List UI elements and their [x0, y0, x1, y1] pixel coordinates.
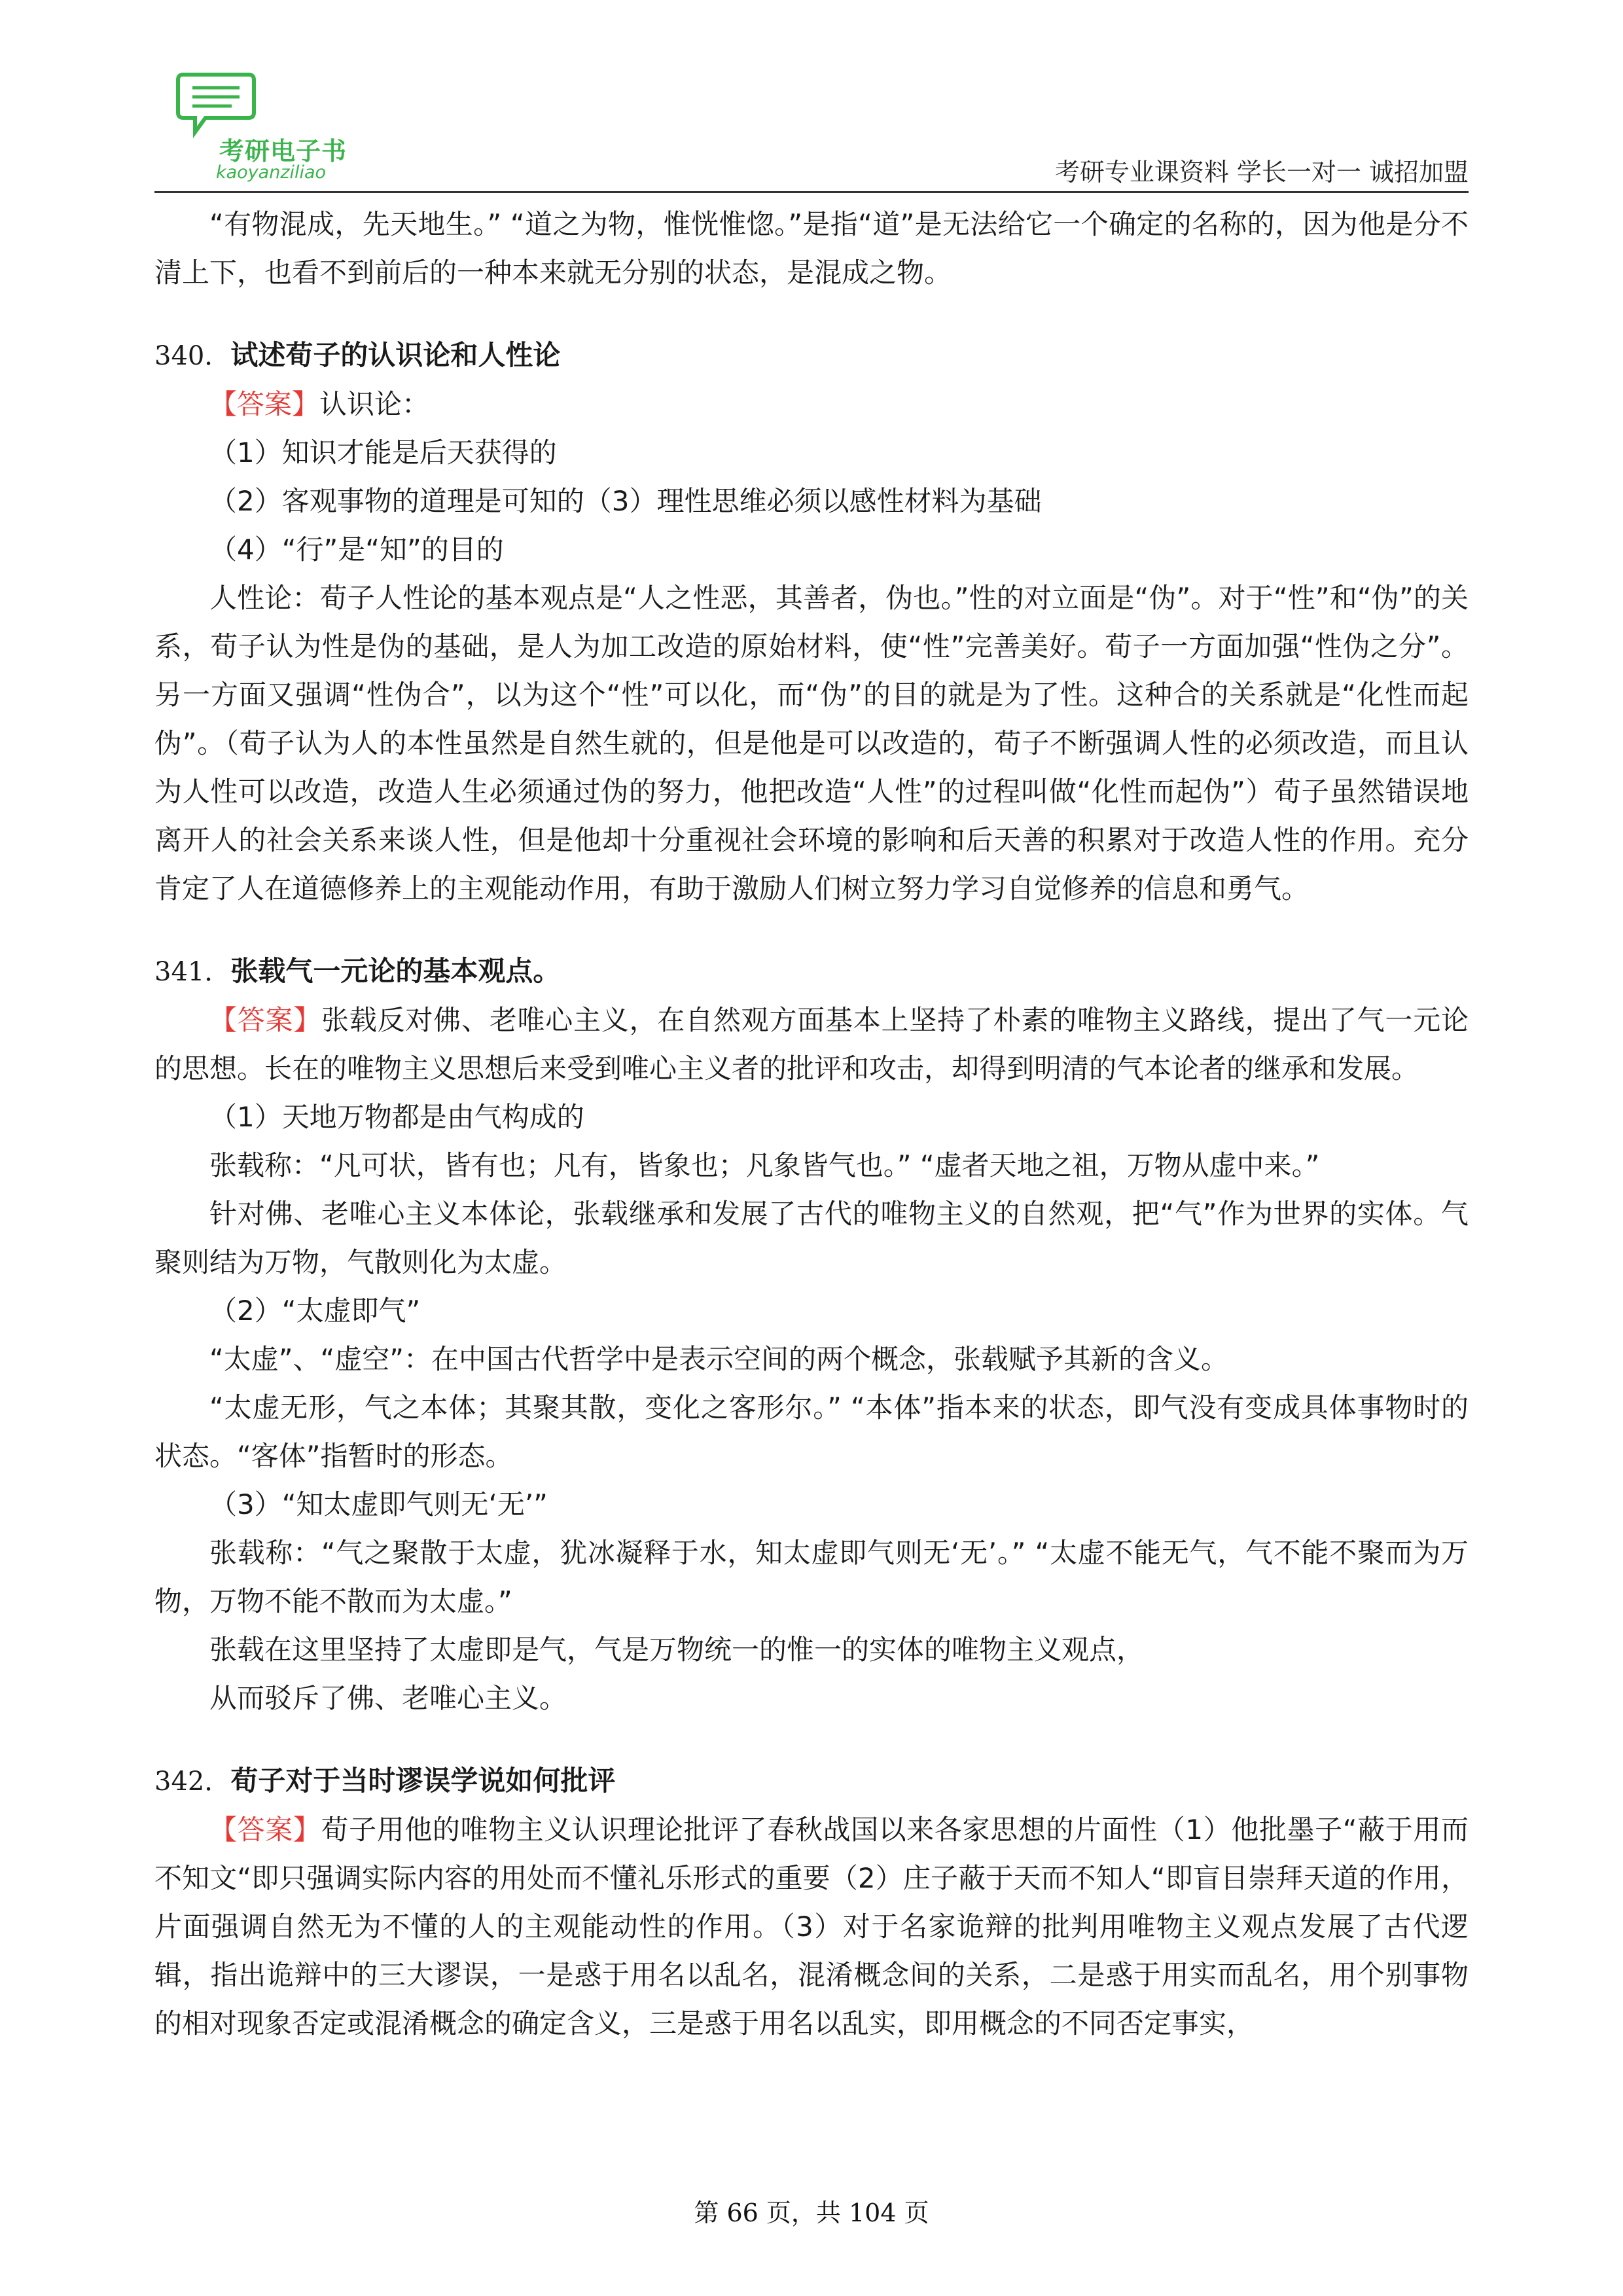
body-paragraph: 张载称：“凡可状，皆有也；凡有，皆象也；凡象皆气也。” “虚者天地之祖，万物从虚中来。” [209, 1149, 1320, 1181]
list-item: （4）“行”是“知”的目的 [209, 533, 504, 565]
logo-text-en: kaoyanziliao [216, 162, 327, 183]
list-item: （1）知识才能是后天获得的 [209, 437, 557, 469]
question-title: 荀子对于当时谬误学说如何批评 [230, 1765, 616, 1797]
question-title: 张载气一元论的基本观点。 [230, 955, 561, 987]
question-342-heading [154, 1757, 1469, 1806]
answer-label: 【答案】 [209, 1814, 321, 1846]
header-divider [154, 191, 1469, 193]
body-paragraph: 张载在这里坚持了太虚即是气，气是万物统一的惟一的实体的唯物主义观点， [209, 1634, 1145, 1666]
page-header [0, 0, 1623, 196]
body-paragraph: 张载称：“气之聚散于太虚，犹冰凝释于水，知太虚即气则无‘无’。” “太虚不能无气，气不能不聚而为万物，万物不能不散而为太虚。” [154, 1537, 1469, 1617]
body-paragraph: “太虚”、“虚空”：在中国古代哲学中是表示空间的两个概念，张载赋予其新的含义。 [209, 1343, 1229, 1375]
question-341-heading [154, 947, 1469, 996]
page-footer: 第 66 页，共 104 页 [694, 2198, 929, 2227]
answer-text: 认识论： [319, 388, 430, 420]
logo-text-cn: 考研电子书 [219, 137, 348, 166]
answer-text: 荀子用他的唯物主义认识理论批评了春秋战国以来各家思想的片面性（1）他批墨子“蔽于用而不知文“即只强调实际内容的用处而不懂礼乐形式的重要（2）庄子蔽于天而不知人“即盲目崇拜天道的作用，片面强调自然无为不懂的人的主观能动性的作用。（3）对于名家诡辩的批判用唯物主义观点发展了古代逻辑，指出诡辩中的三大谬误，一是惑于用名以乱名，混淆概念间的关系，二是惑于用实而乱名，用个别事物的相对现象否定或混淆概念的确定含义，三是惑于用名以乱实，即用概念的不同否定事实， [154, 1814, 1469, 2039]
answer-text: 张载反对佛、老唯心主义，在自然观方面基本上坚持了朴素的唯物主义路线，提出了气一元论的思想。长在的唯物主义思想后来受到唯心主义者的批评和攻击，却得到明清的气本论者的继承和发展。 [154, 1004, 1469, 1085]
list-item: （2）“太虚即气” [209, 1295, 421, 1327]
question-number: 340． [154, 341, 231, 371]
header-tagline: 考研专业课资料 学长一对一 诚招加盟 [1054, 158, 1469, 187]
intro-paragraph: “有物混成，先天地生。” “道之为物，惟恍惟惚。”是指“道”是无法给它一个确定的名称的，因为他是分不清上下，也看不到前后的一种本来就无分别的状态，是混成之物。 [154, 208, 1469, 289]
list-item: （1）天地万物都是由气构成的 [209, 1101, 584, 1133]
body-paragraph: 针对佛、老唯心主义本体论，张载继承和发展了古代的唯物主义的自然观，把“气”作为世界的实体。气聚则结为万物，气散则化为太虚。 [154, 1198, 1469, 1278]
list-item: （3）“知太虚即气则无‘无’” [209, 1488, 548, 1520]
body-paragraph: 人性论：荀子人性论的基本观点是“人之性恶，其善者，伪也。”性的对立面是“伪”。对于“性”和“伪”的关系，荀子认为性是伪的基础，是人为加工改造的原始材料，使“性”完善美好。荀子一方面加强“性伪之分”。另一方面又强调“性伪合”，以为这个“性”可以化，而“伪”的目的就是为了性。这种合的关系就是“化性而起伪”。（荀子认为人的本性虽然是自然生就的，但是他是可以改造的，荀子不断强调人性的必须改造，而且认为人性可以改造，改造人生必须通过伪的努力，他把改造“人性”的过程叫做“化性而起伪”）荀子虽然错误地离开人的社会关系来谈人性，但是他却十分重视社会环境的影响和后天善的积累对于改造人性的作用。充分肯定了人在道德修养上的主观能动作用，有助于激励人们树立努力学习自觉修养的信息和勇气。 [154, 582, 1469, 905]
body-paragraph: “太虚无形，气之本体；其聚其散，变化之客形尔。” “本体”指本来的状态，即气没有变成具体事物时的状态。“客体”指暂时的形态。 [154, 1391, 1469, 1472]
page-content [154, 200, 1469, 2048]
question-title: 试述荀子的认识论和人性论 [230, 339, 561, 371]
answer-label: 【答案】 [209, 1004, 322, 1036]
answer-342 [154, 1806, 1469, 2048]
list-item: （2）客观事物的道理是可知的（3）理性思维必须以感性材料为基础 [209, 485, 1042, 517]
answer-label: 【答案】 [209, 388, 320, 420]
body-paragraph: 从而驳斥了佛、老唯心主义。 [209, 1682, 567, 1714]
question-number: 342． [154, 1767, 231, 1797]
question-340-heading [154, 331, 1469, 380]
answer-341 [154, 996, 1469, 1093]
answer-340 [154, 380, 1469, 429]
question-number: 341． [154, 957, 231, 987]
